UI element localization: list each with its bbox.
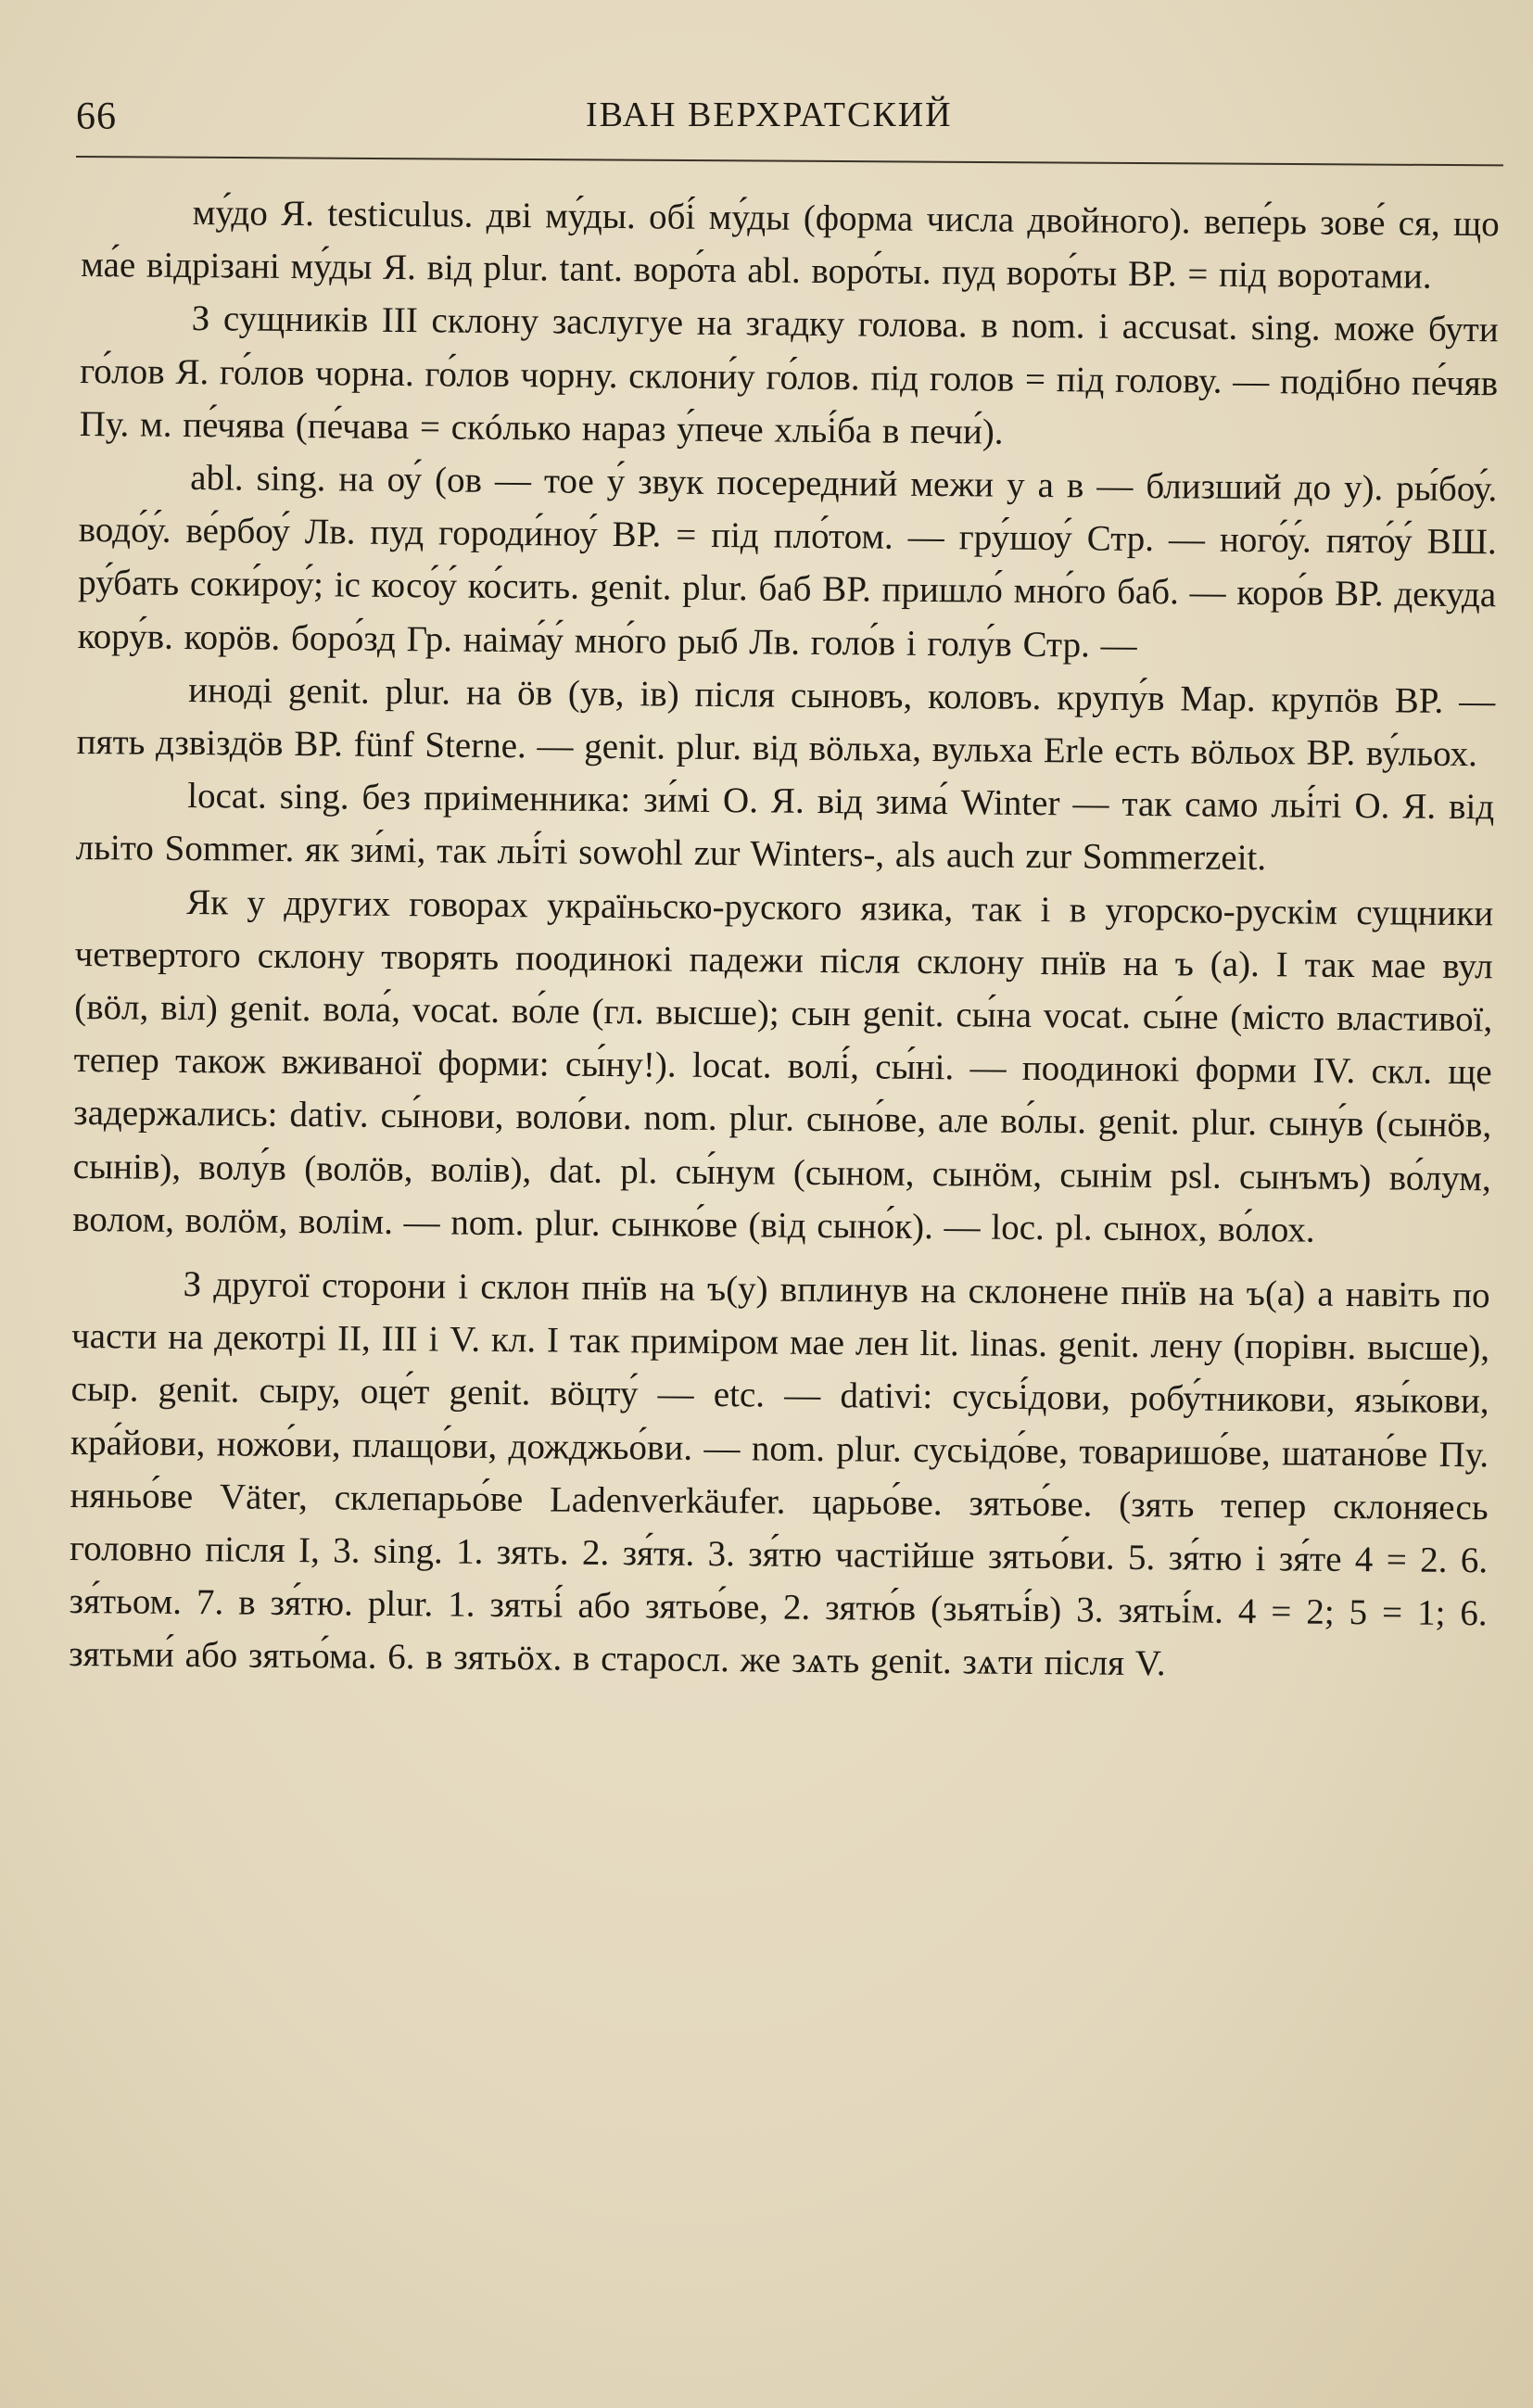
paragraph: З другоï сторони і склон пнїв на ъ(у) вплинув на склонене пнїв на ъ(а) а навіть по части на декотрі II, III і V. кл. І так приміром мае лен lit. linas. genit. лену (порівн. высше), сыр. genit. сыру, оце́т genit. вӧцту́ — etc. — dativi: сусьі́дови, робу́тникови, язы́кови, кра́йови, ножо́ви, плащо́ви, дожджьо́ви. — nom. plur. сусьідо́ве, товаришо́ве, шатано́ве Пу. няньо́ве Väter, склепарьо́ве Ladenverkäufer. царьо́ве. зятьо́ве. (зять тепер склоняесь головно після I, 3. sing. 1. зять. 2. зя́тя. 3. зя́тю частійше зятьо́ви. 5. зя́тю і зя́те 4 = 2. 6. зя́тьом. 7. в зя́тю. plur. 1. зятьі́ або зятьо́ве, 2. зятю́в (зьятьі́в) 3. зятьі́м. 4 = 2; 5 = 1; 6. зятьми́ або зятьо́ма. 6. в зятьӧх. в старосл. же зѧть genit. зѧти після V. — [68, 1264, 1490, 1684]
page-body — [69, 185, 1500, 1693]
paragraph: abl. sing. на оу́ (ов — тое у́ звук посередний межи у а в — близший до у). ры́боу́. водо́у́. ве́рбоу́ Лв. пуд городи́ноу́ ВР. = під пло́том. — гру́шоу́ Стр. — ного́у́. пято́у́ ВШ. ру́бать соки́роу́; іс косо́у́ ко́сить. genit. plur. баб ВР. пришло́ мно́го баб. — коро́в ВР. декуда кору́в. корӧв. боро́зд Гр. наіма́у́ мно́го рыб Лв. голо́в і голу́в Стр. — — [77, 458, 1498, 665]
paragraph: locat. sing. без приіменника: зи́мі О. Я. від зима́ Winter — так само льі́ті О. Я. від льіто Sommer. як зи́мі, так льі́ті sowohl zur Winters-, als auch zur Sommerzeit. — [75, 776, 1495, 879]
paragraph: му́до Я. testiculus. дві му́ды. обі́ му́ды (форма числа двойного). вепе́рь зове́ ся, що ма́е відрізані му́ды Я. від plur. tant. воро́та abl. воро́ты. пуд воро́ты ВР. = під воротами. — [81, 193, 1500, 297]
header-rule — [76, 156, 1503, 166]
page-header — [76, 85, 1485, 150]
paragraph: Як у других говорах украïньско-руского язика, так і в угорско-рускім сущники четвертого склону творять поодинокі падежи після склону пнїв на ъ (а). І так мае вул (вӧл, віл) genit. вола́, vocat. во́ле (гл. высше); сын genit. сы́на vocat. сы́не (місто властивоï, тепер також вживаноï форми: сы́ну!). locat. волі́, сы́ні. — поодинокі форми IV. скл. ще задержались: dativ. сы́нови, воло́ви. nom. plur. сыно́ве, але во́лы. genit. plur. сыну́в (сынӧв, сынів), волу́в (волӧв, волів), dat. pl. сы́нум (сыном, сынӧм, сынім psl. сынъмъ) во́лум, волом, волӧм, волім. — nom. plur. сынко́ве (від сыно́к). — loc. pl. сынох, во́лох. — [72, 881, 1494, 1250]
page-number: 66 — [76, 95, 117, 138]
running-head: ІВАН ВЕРХРАТСКИЙ — [586, 95, 953, 134]
paragraph: иноді genit. plur. на ӧв (ув, ів) після сыновъ, коловъ. крупу́в Мар. крупӧв ВР. — пять дзвіздӧв ВР. fünf Sterne. — genit. plur. від вӧльха, вульха Erle есть вӧльох ВР. ву́льох. — [76, 669, 1496, 775]
paragraph: З сущників III склону заслугуе на згадку голова. в nom. і accusat. sing. може бути го́лов Я. го́лов чорна. го́лов чорну. склони́у го́лов. під голов = під голову. — подібно пе́чяв Пу. м. пе́чява (пе́чава = скóлько нараз у́пече хльі́ба в печи́). — [79, 298, 1499, 452]
